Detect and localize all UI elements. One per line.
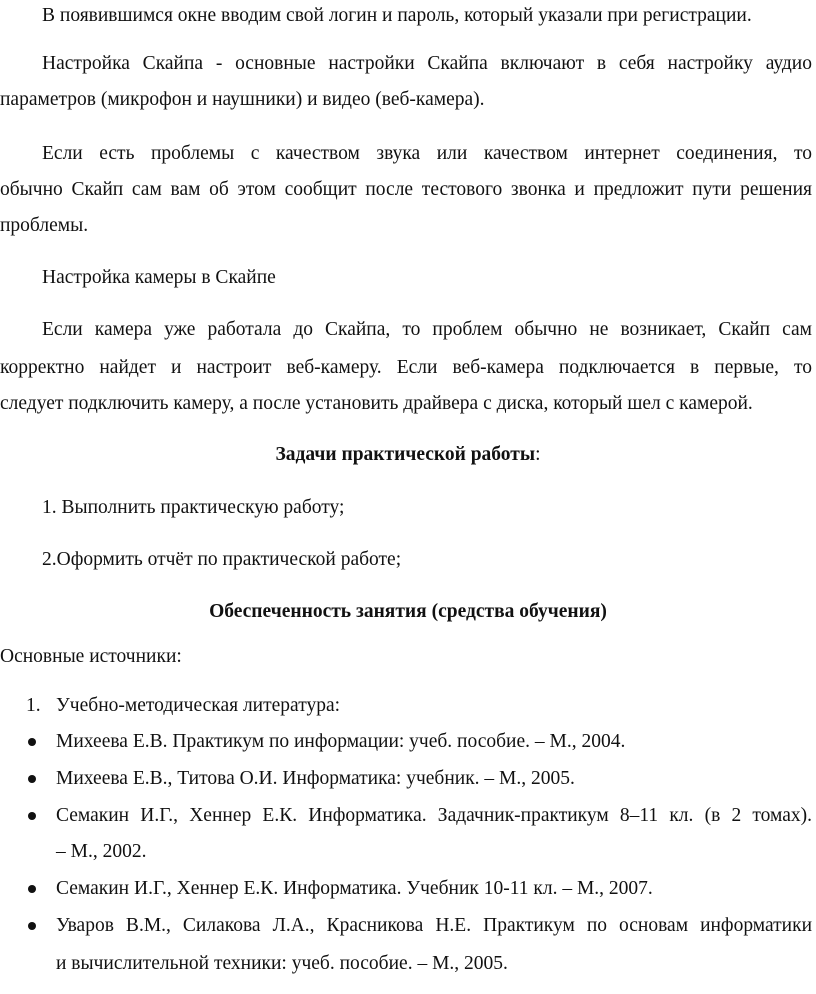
paragraph-quality-line2: обычно Скайп сам вам об этом сообщит после тестового звонка и предложит пути решения bbox=[0, 179, 812, 200]
paragraph-quality-line1: Если есть проблемы с качеством звука или качеством интернет соединения, то bbox=[42, 143, 812, 164]
paragraph-camera-line3: следует подключить камеру, а после установить драйвера с диска, который шел с камерой. bbox=[0, 393, 753, 414]
book-item-1: Михеева Е.В. Практикум по информации: учеб. пособие. – М., 2004. bbox=[56, 731, 626, 752]
book-item-3-line2: – М., 2002. bbox=[56, 841, 147, 862]
bullet-icon bbox=[28, 812, 36, 820]
book-item-5-line1: Уваров В.М., Силакова Л.А., Красникова Н.Е. Практикум по основам информатики bbox=[56, 915, 812, 936]
tasks-heading-colon: : bbox=[535, 444, 541, 465]
book-item-3-line1: Семакин И.Г., Хеннер Е.К. Информатика. Задачник-практикум 8–11 кл. (в 2 томах). bbox=[56, 805, 812, 826]
section-title-camera: Настройка камеры в Скайпе bbox=[42, 267, 276, 288]
bullet-icon bbox=[28, 922, 36, 930]
book-item-4: Семакин И.Г., Хеннер Е.К. Информатика. Учебник 10-11 кл. – М., 2007. bbox=[56, 878, 653, 899]
task-item-2: 2.Оформить отчёт по практической работе; bbox=[42, 549, 402, 570]
paragraph-camera-line2: корректно найдет и настроит веб-камеру. Если веб-камера подключается в первые, то bbox=[0, 357, 812, 378]
sources-label: Основные источники: bbox=[0, 646, 182, 667]
paragraph-camera-line1: Если камера уже работала до Скайпа, то проблем обычно не возникает, Скайп сам bbox=[42, 319, 812, 340]
paragraph-quality-line3: проблемы. bbox=[0, 215, 89, 236]
bullet-icon bbox=[28, 738, 36, 746]
paragraph-login: В появившимся окне вводим свой логин и пароль, который указали при регистрации. bbox=[42, 5, 752, 26]
resources-heading: Обеспеченность занятия (средства обучения) bbox=[209, 601, 607, 622]
task-item-1: 1. Выполнить практическую работу; bbox=[42, 497, 345, 518]
tasks-heading bbox=[0, 443, 816, 467]
tasks-heading-text: Задачи практической работы bbox=[275, 444, 536, 465]
paragraph-settings-line2: параметров (микрофон и наушники) и видео (веб-камера). bbox=[0, 89, 485, 110]
book-item-5-line2: и вычислительной техники: учеб. пособие. – М., 2005. bbox=[56, 953, 508, 974]
list-number: 1. bbox=[26, 695, 41, 716]
paragraph-settings-line1: Настройка Скайпа - основные настройки Скайпа включают в себя настройку аудио bbox=[42, 53, 812, 74]
bullet-icon bbox=[28, 885, 36, 893]
book-item-2: Михеева Е.В., Титова О.И. Информатика: учебник. – М., 2005. bbox=[56, 768, 575, 789]
bullet-icon bbox=[28, 775, 36, 783]
list-title: Учебно-методическая литература: bbox=[56, 695, 341, 716]
